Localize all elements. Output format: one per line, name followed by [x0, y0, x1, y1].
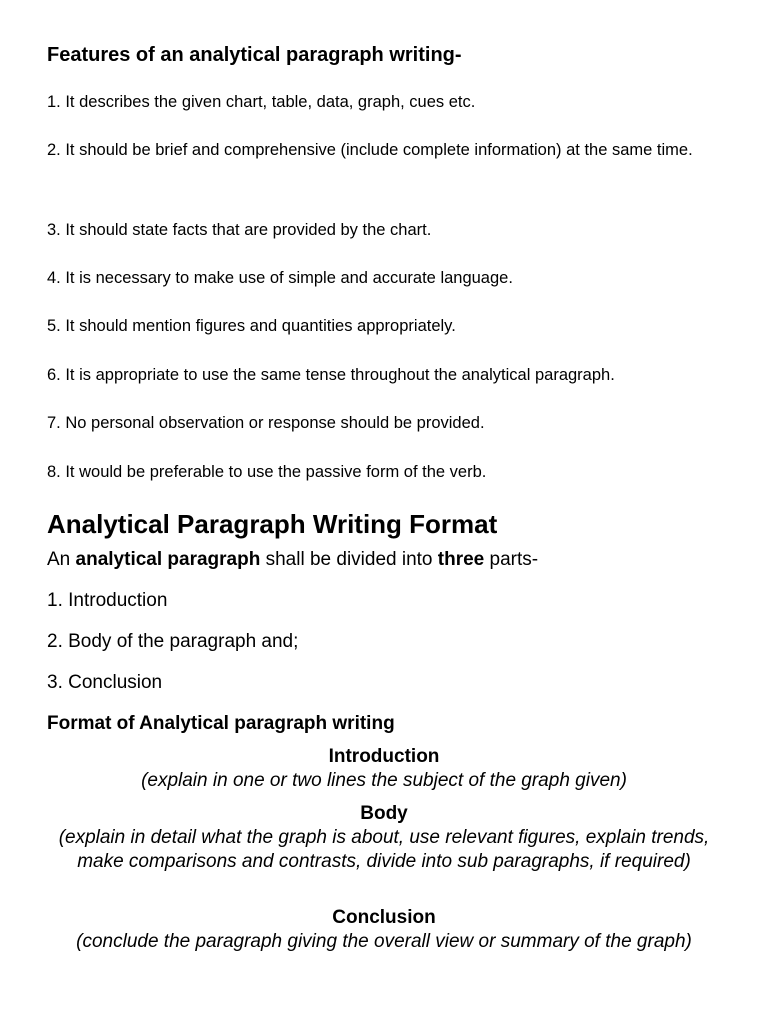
- feature-item-6: 6. It is appropriate to use the same tense throughout the analytical paragraph.: [47, 366, 615, 384]
- intro-prefix: An: [47, 549, 76, 570]
- feature-item-2: 2. It should be brief and comprehensive (include complete information) at the same time.: [47, 141, 693, 159]
- intro-bold-analytical-paragraph: analytical paragraph: [75, 549, 261, 570]
- intro-middle: shall be divided into: [260, 549, 438, 570]
- format-intro: [47, 549, 538, 571]
- section-description: (conclude the paragraph giving the overall view or summary of the graph): [76, 931, 692, 952]
- features-title: Features of an analytical paragraph writing-: [47, 44, 462, 66]
- feature-item-5: 5. It should mention figures and quantities appropriately.: [47, 317, 456, 335]
- feature-item-3: 3. It should state facts that are provided by the chart.: [47, 221, 432, 239]
- section-description: (explain in detail what the graph is about, use relevant figures, explain trends, make comparisons and contrasts, divide into sub paragraphs, if required): [58, 827, 710, 872]
- intro-bold-three: three: [437, 549, 485, 570]
- section-body: [47, 802, 721, 874]
- part-item-introduction: 1. Introduction: [47, 590, 168, 611]
- part-item-conclusion: 3. Conclusion: [47, 672, 163, 693]
- section-introduction: [47, 745, 721, 793]
- feature-item-4: 4. It is necessary to make use of simple and accurate language.: [47, 269, 513, 287]
- format-subheading: Format of Analytical paragraph writing: [47, 713, 395, 734]
- feature-item-7: 7. No personal observation or response should be provided.: [47, 414, 485, 432]
- section-title: Body: [360, 803, 408, 824]
- part-item-body: 2. Body of the paragraph and;: [47, 631, 299, 652]
- section-description: (explain in one or two lines the subject of the graph given): [141, 770, 627, 791]
- feature-item-8: 8. It would be preferable to use the passive form of the verb.: [47, 463, 487, 481]
- section-title: Conclusion: [332, 907, 436, 928]
- section-conclusion: [47, 906, 721, 954]
- feature-item-1: 1. It describes the given chart, table, data, graph, cues etc.: [47, 93, 476, 111]
- section-title: Introduction: [328, 746, 440, 767]
- format-heading: Analytical Paragraph Writing Format: [47, 509, 498, 539]
- intro-suffix: parts-: [484, 549, 539, 570]
